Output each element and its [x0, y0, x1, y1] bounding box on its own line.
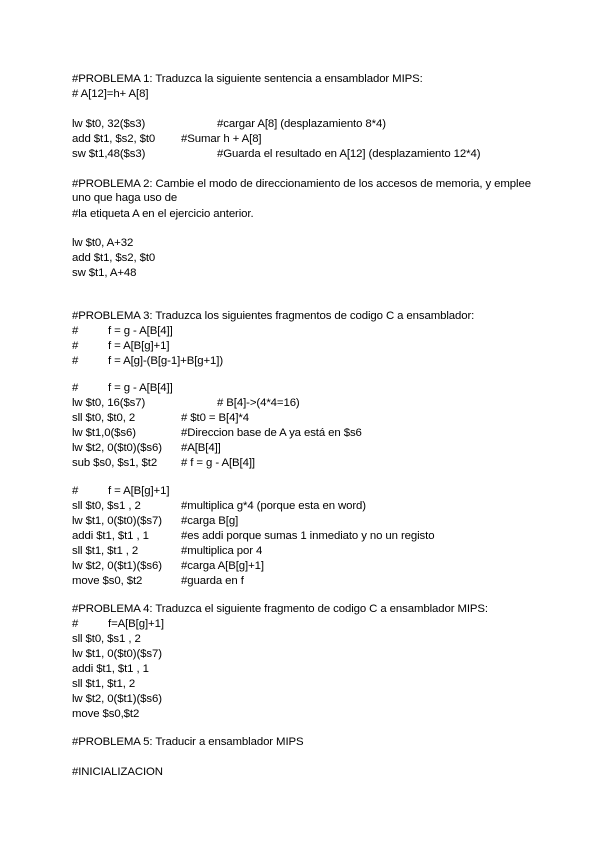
- block-header: f = g - A[B[4]]: [108, 382, 173, 394]
- code-line: addi $t1, $t1 , 1: [72, 530, 149, 542]
- code-comment: #carga B[g]: [181, 515, 239, 527]
- block-hash: #: [72, 382, 79, 394]
- code-comment: #multiplica por 4: [181, 545, 263, 557]
- block-header: f = A[B[g]+1]: [108, 485, 170, 497]
- problem1-expression: # A[12]=h+ A[8]: [72, 88, 149, 100]
- code-line: lw $t1, 0($t0)($s7): [72, 648, 162, 660]
- code-line: sw $t1,48($s3): [72, 148, 146, 160]
- code-line: sll $t1, $t1 , 2: [72, 545, 139, 557]
- code-comment: # $t0 = B[4]*4: [181, 412, 249, 424]
- problem2-heading: #PROBLEMA 2: Cambie el modo de direccionamiento de los accesos de memoria, y emplee uno que haga uso de: [72, 178, 531, 204]
- code-line: lw $t0, A+32: [72, 237, 134, 249]
- code-comment: #Sumar h + A[8]: [181, 133, 262, 145]
- code-comment: # B[4]->(4*4=16): [217, 397, 300, 409]
- code-line: lw $t0, 16($s7): [72, 397, 146, 409]
- code-comment: #carga A[B[g]+1]: [181, 560, 264, 572]
- code-line: move $s0, $t2: [72, 575, 143, 587]
- list-hash: #: [72, 355, 79, 367]
- code-comment: #Guarda el resultado en A[12] (desplazamiento 12*4): [217, 148, 481, 160]
- code-line: lw $t2, 0($t0)($s6): [72, 442, 162, 454]
- problem5-heading: #PROBLEMA 5: Traducir a ensamblador MIPS: [72, 736, 304, 748]
- code-line: sub $s0, $s1, $t2: [72, 457, 158, 469]
- code-comment: #Direccion base de A ya está en $s6: [181, 427, 362, 439]
- code-line: add $t1, $s2, $t0: [72, 133, 156, 145]
- code-line: sll $t0, $s1 , 2: [72, 633, 141, 645]
- list-item: f = g - A[B[4]]: [108, 325, 173, 337]
- code-line: move $s0,$t2: [72, 708, 140, 720]
- code-comment: #multiplica g*4 (porque esta en word): [181, 500, 366, 512]
- code-line: lw $t1, 0($t0)($s7): [72, 515, 162, 527]
- block-hash: #: [72, 618, 79, 630]
- code-comment: #guarda en f: [181, 575, 244, 587]
- code-comment: #es addi porque sumas 1 inmediato y no un registo: [181, 530, 435, 542]
- problem4-expression: f=A[B[g]+1]: [108, 618, 164, 630]
- code-line: sll $t0, $s1 , 2: [72, 500, 141, 512]
- code-comment: #cargar A[8] (desplazamiento 8*4): [217, 118, 386, 130]
- code-line: lw $t2, 0($t1)($s6): [72, 560, 162, 572]
- code-line: addi $t1, $t1 , 1: [72, 663, 149, 675]
- list-item: f = A[B[g]+1]: [108, 340, 170, 352]
- code-line: lw $t2, 0($t1)($s6): [72, 693, 162, 705]
- initialization-label: #INICIALIZACION: [72, 766, 163, 778]
- problem4-heading: #PROBLEMA 4: Traduzca el siguiente fragmento de codigo C a ensamblador MIPS:: [72, 603, 488, 615]
- list-hash: #: [72, 340, 79, 352]
- problem2-heading-cont: #la etiqueta A en el ejercicio anterior.: [72, 208, 254, 220]
- code-comment: # f = g - A[B[4]]: [181, 457, 255, 469]
- problem3-heading: #PROBLEMA 3: Traduzca los siguientes fragmentos de codigo C a ensamblador:: [72, 310, 475, 322]
- problem1-heading: #PROBLEMA 1: Traduzca la siguiente sentencia a ensamblador MIPS:: [72, 73, 423, 85]
- code-line: lw $t0, 32($s3): [72, 118, 146, 130]
- code-line: sll $t1, $t1, 2: [72, 678, 136, 690]
- code-line: lw $t1,0($s6): [72, 427, 136, 439]
- code-line: sll $t0, $t0, 2: [72, 412, 136, 424]
- code-line: add $t1, $s2, $t0: [72, 252, 156, 264]
- list-item: f = A[g]-(B[g-1]+B[g+1]): [108, 355, 224, 367]
- code-line: sw $t1, A+48: [72, 267, 137, 279]
- code-comment: #A[B[4]]: [181, 442, 221, 454]
- list-hash: #: [72, 325, 79, 337]
- block-hash: #: [72, 485, 79, 497]
